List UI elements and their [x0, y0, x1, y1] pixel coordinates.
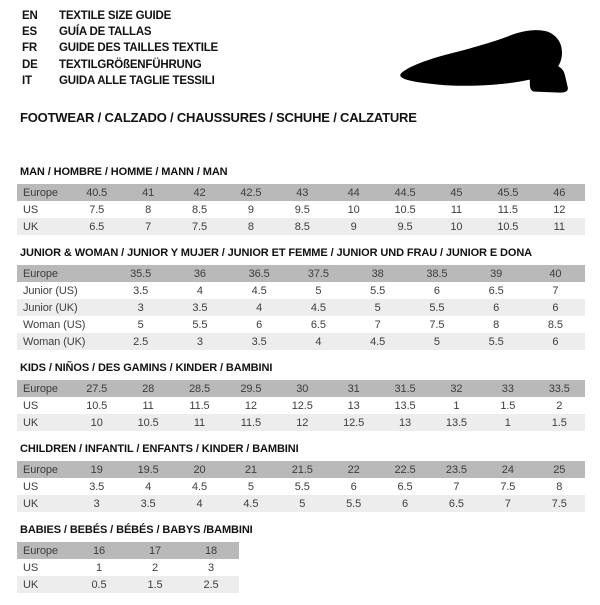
size-cell: 16: [92, 544, 106, 557]
size-cell: 7: [374, 318, 381, 331]
table-row: [17, 495, 585, 512]
size-cell: 4.5: [370, 335, 386, 348]
table-row: [17, 316, 585, 333]
language-row-de: [22, 57, 218, 73]
table-row: [17, 380, 585, 397]
size-table: [17, 461, 585, 512]
table-row: [17, 542, 239, 559]
size-cell: 40: [549, 267, 562, 280]
table-row: [17, 299, 585, 316]
language-code: FR: [22, 42, 37, 55]
size-cell: 6: [256, 318, 263, 331]
size-cell: 11.5: [497, 203, 518, 216]
section-title: KIDS / NIÑOS / DES GAMINS / KINDER / BAMBINI: [20, 362, 273, 374]
row-label: Junior (UK): [23, 301, 78, 314]
size-cell: 8.5: [547, 318, 563, 331]
size-cell: 45: [450, 186, 463, 199]
size-cell: 5.5: [488, 335, 504, 348]
size-table: [17, 380, 585, 431]
size-cell: 4: [315, 335, 322, 348]
size-cell: 44: [347, 186, 360, 199]
size-cell: 21.5: [291, 463, 313, 476]
size-cell: 30: [296, 382, 309, 395]
size-cell: 3: [93, 497, 100, 510]
size-cell: 5: [247, 480, 254, 493]
size-cell: 12: [553, 203, 566, 216]
size-cell: 12.5: [291, 399, 313, 412]
category-heading: FOOTWEAR / CALZADO / CHAUSSURES / SCHUHE / CALZATURE: [20, 110, 417, 125]
size-cell: 12.5: [343, 416, 365, 429]
language-code: IT: [22, 74, 32, 87]
row-label: Europe: [23, 382, 58, 395]
size-cell: 22: [347, 463, 360, 476]
size-cell: 13.5: [394, 399, 416, 412]
table-row: [17, 397, 585, 414]
size-cell: 28.5: [188, 382, 210, 395]
row-label: Woman (UK): [23, 335, 86, 348]
size-cell: 3.5: [251, 335, 267, 348]
size-cell: 6.5: [448, 497, 464, 510]
size-cell: 20: [193, 463, 206, 476]
table-row: [17, 576, 239, 593]
row-label: Europe: [23, 267, 58, 280]
size-cell: 7.5: [89, 203, 105, 216]
size-cell: 4: [196, 497, 203, 510]
size-cell: 13: [399, 416, 412, 429]
size-cell: 4.5: [191, 480, 207, 493]
size-cell: 5.5: [192, 318, 208, 331]
size-cell: 6.5: [310, 318, 326, 331]
size-cell: 9: [350, 220, 357, 233]
size-cell: 7: [552, 284, 559, 297]
row-label: Junior (US): [23, 284, 78, 297]
size-cell: 38.5: [426, 267, 448, 280]
row-label: UK: [23, 416, 39, 429]
section-title: MAN / HOMBRE / HOMME / MANN / MAN: [20, 166, 228, 178]
language-row-it: [22, 73, 218, 89]
language-title-block: [22, 8, 218, 89]
size-cell: 38: [371, 267, 384, 280]
size-cell: 8: [145, 203, 152, 216]
size-cell: 2.5: [133, 335, 149, 348]
size-cell: 9.5: [294, 203, 310, 216]
size-cell: 22.5: [394, 463, 416, 476]
language-label: GUÍA DE TALLAS: [59, 26, 152, 39]
size-cell: 3.5: [89, 480, 105, 493]
size-cell: 4: [256, 301, 263, 314]
size-cell: 3: [196, 335, 203, 348]
size-cell: 21: [244, 463, 257, 476]
size-cell: 46: [553, 186, 566, 199]
size-cell: 19.5: [137, 463, 159, 476]
table-row: [17, 184, 585, 201]
size-cell: 3.5: [140, 497, 156, 510]
row-label: Woman (US): [23, 318, 86, 331]
row-label: UK: [23, 497, 39, 510]
size-cell: 5: [299, 497, 306, 510]
table-row: [17, 414, 585, 431]
row-label: US: [23, 203, 39, 216]
size-cell: 7: [504, 497, 511, 510]
language-label: GUIDA ALLE TAGLIE TESSILI: [59, 74, 215, 87]
language-row-en: [22, 8, 218, 24]
size-cell: 45.5: [497, 186, 519, 199]
size-cell: 17: [148, 544, 162, 557]
row-label: US: [23, 480, 39, 493]
size-cell: 41: [142, 186, 155, 199]
size-cell: 11.5: [189, 399, 210, 412]
size-cell: 43: [296, 186, 309, 199]
language-code: ES: [22, 26, 37, 39]
size-section: [17, 247, 585, 350]
size-cell: 6: [552, 301, 559, 314]
size-cell: 18: [204, 544, 218, 557]
size-cell: 5.5: [346, 497, 362, 510]
size-table: [17, 265, 585, 350]
row-label: US: [23, 561, 39, 574]
table-row: [17, 333, 585, 350]
size-cell: 3: [207, 561, 215, 574]
size-cell: 5: [137, 318, 144, 331]
size-cell: 5.5: [429, 301, 445, 314]
table-row: [17, 559, 239, 576]
size-cell: 5: [374, 301, 381, 314]
size-cell: 4.5: [251, 284, 267, 297]
size-cell: 5: [315, 284, 322, 297]
table-row: [17, 265, 585, 282]
size-cell: 44.5: [394, 186, 416, 199]
table-row: [17, 218, 585, 235]
size-cell: 10: [450, 220, 463, 233]
size-cell: 39: [490, 267, 503, 280]
size-cell: 13.5: [445, 416, 467, 429]
size-cell: 6: [433, 284, 440, 297]
size-cell: 10.5: [497, 220, 519, 233]
size-cell: 8.5: [294, 220, 310, 233]
size-cell: 8.5: [191, 203, 207, 216]
size-cell: 9.5: [397, 220, 413, 233]
size-cell: 2.5: [203, 578, 219, 591]
size-cell: 31.5: [394, 382, 416, 395]
size-section: [17, 524, 585, 593]
size-cell: 4.5: [243, 497, 259, 510]
size-cell: 1.5: [147, 578, 163, 591]
size-cell: 12: [296, 416, 309, 429]
size-cell: 11: [193, 416, 206, 429]
language-row-fr: [22, 40, 218, 56]
size-cell: 5.5: [294, 480, 310, 493]
language-label: TEXTILGRÖßENFÜHRUNG: [59, 58, 202, 71]
size-cell: 36: [193, 267, 206, 280]
size-cell: 40.5: [86, 186, 108, 199]
size-cell: 4.5: [310, 301, 326, 314]
size-cell: 5: [433, 335, 440, 348]
size-cell: 9: [247, 203, 254, 216]
section-title: JUNIOR & WOMAN / JUNIOR Y MUJER / JUNIOR ET FEMME / JUNIOR UND FRAU / JUNIOR E DONA: [20, 247, 533, 259]
size-cell: 6.5: [89, 220, 105, 233]
size-cell: 10.5: [86, 399, 108, 412]
size-cell: 2: [556, 399, 563, 412]
size-cell: 10.5: [394, 203, 416, 216]
size-cell: 29.5: [240, 382, 262, 395]
size-cell: 2: [151, 561, 159, 574]
size-tables-container: [17, 166, 585, 605]
table-row: [17, 201, 585, 218]
size-cell: 10.5: [137, 416, 159, 429]
size-cell: 8: [247, 220, 254, 233]
size-cell: 6: [402, 497, 409, 510]
size-cell: 7.5: [429, 318, 445, 331]
size-cell: 3: [137, 301, 144, 314]
size-cell: 12: [244, 399, 257, 412]
size-cell: 27.5: [86, 382, 108, 395]
size-cell: 3.5: [192, 301, 208, 314]
size-cell: 42.5: [240, 186, 262, 199]
size-cell: 10: [347, 203, 360, 216]
size-table: [17, 184, 585, 235]
row-label: UK: [23, 578, 39, 591]
size-cell: 1: [95, 561, 103, 574]
size-cell: 7: [453, 480, 460, 493]
size-cell: 25: [553, 463, 566, 476]
language-code: DE: [22, 58, 38, 71]
size-cell: 31: [347, 382, 360, 395]
size-cell: 6: [350, 480, 357, 493]
size-cell: 0.5: [91, 578, 107, 591]
size-cell: 5.5: [370, 284, 386, 297]
language-row-es: [22, 24, 218, 40]
size-cell: 1: [453, 399, 460, 412]
row-label: US: [23, 399, 39, 412]
size-cell: 11: [142, 399, 154, 412]
language-label: TEXTILE SIZE GUIDE: [59, 10, 172, 22]
row-label: UK: [23, 220, 39, 233]
size-cell: 23.5: [445, 463, 467, 476]
section-title: BABIES / BEBÉS / BÉBÉS / BABYS /BAMBINI: [20, 524, 253, 536]
size-cell: 4: [145, 480, 152, 493]
size-cell: 8: [556, 480, 563, 493]
size-cell: 13: [347, 399, 360, 412]
size-cell: 10: [90, 416, 103, 429]
size-cell: 3.5: [133, 284, 149, 297]
size-cell: 33: [501, 382, 514, 395]
size-table: [17, 542, 239, 593]
size-cell: 11: [553, 220, 565, 233]
size-cell: 1.5: [500, 399, 516, 412]
size-cell: 36.5: [248, 267, 270, 280]
size-cell: 6: [552, 335, 559, 348]
size-cell: 8: [493, 318, 500, 331]
size-cell: 6: [493, 301, 500, 314]
row-label: Europe: [23, 544, 58, 557]
size-cell: 6.5: [488, 284, 504, 297]
size-section: [17, 362, 585, 431]
size-section: [17, 443, 585, 512]
size-cell: 6.5: [397, 480, 413, 493]
size-cell: 7.5: [191, 220, 207, 233]
size-cell: 35.5: [130, 267, 152, 280]
size-cell: 37.5: [307, 267, 329, 280]
size-cell: 24: [501, 463, 514, 476]
size-cell: 1: [504, 416, 511, 429]
size-cell: 28: [142, 382, 155, 395]
size-cell: 11.5: [240, 416, 261, 429]
table-row: [17, 478, 585, 495]
size-cell: 7: [145, 220, 152, 233]
size-section: [17, 166, 585, 235]
size-cell: 32: [450, 382, 463, 395]
size-cell: 42: [193, 186, 206, 199]
size-cell: 33.5: [548, 382, 570, 395]
dress-shoe-icon: [394, 24, 586, 96]
table-row: [17, 282, 585, 299]
size-cell: 1.5: [551, 416, 567, 429]
language-code: EN: [22, 10, 38, 22]
size-cell: 7.5: [500, 480, 516, 493]
size-cell: 19: [90, 463, 103, 476]
size-cell: 7.5: [551, 497, 567, 510]
section-title: CHILDREN / INFANTIL / ENFANTS / KINDER / BAMBINI: [20, 443, 299, 455]
row-label: Europe: [23, 186, 58, 199]
size-cell: 4: [196, 284, 203, 297]
table-row: [17, 461, 585, 478]
row-label: Europe: [23, 463, 58, 476]
language-label: GUIDE DES TAILLES TEXTILE: [59, 42, 218, 55]
size-cell: 11: [450, 203, 463, 216]
